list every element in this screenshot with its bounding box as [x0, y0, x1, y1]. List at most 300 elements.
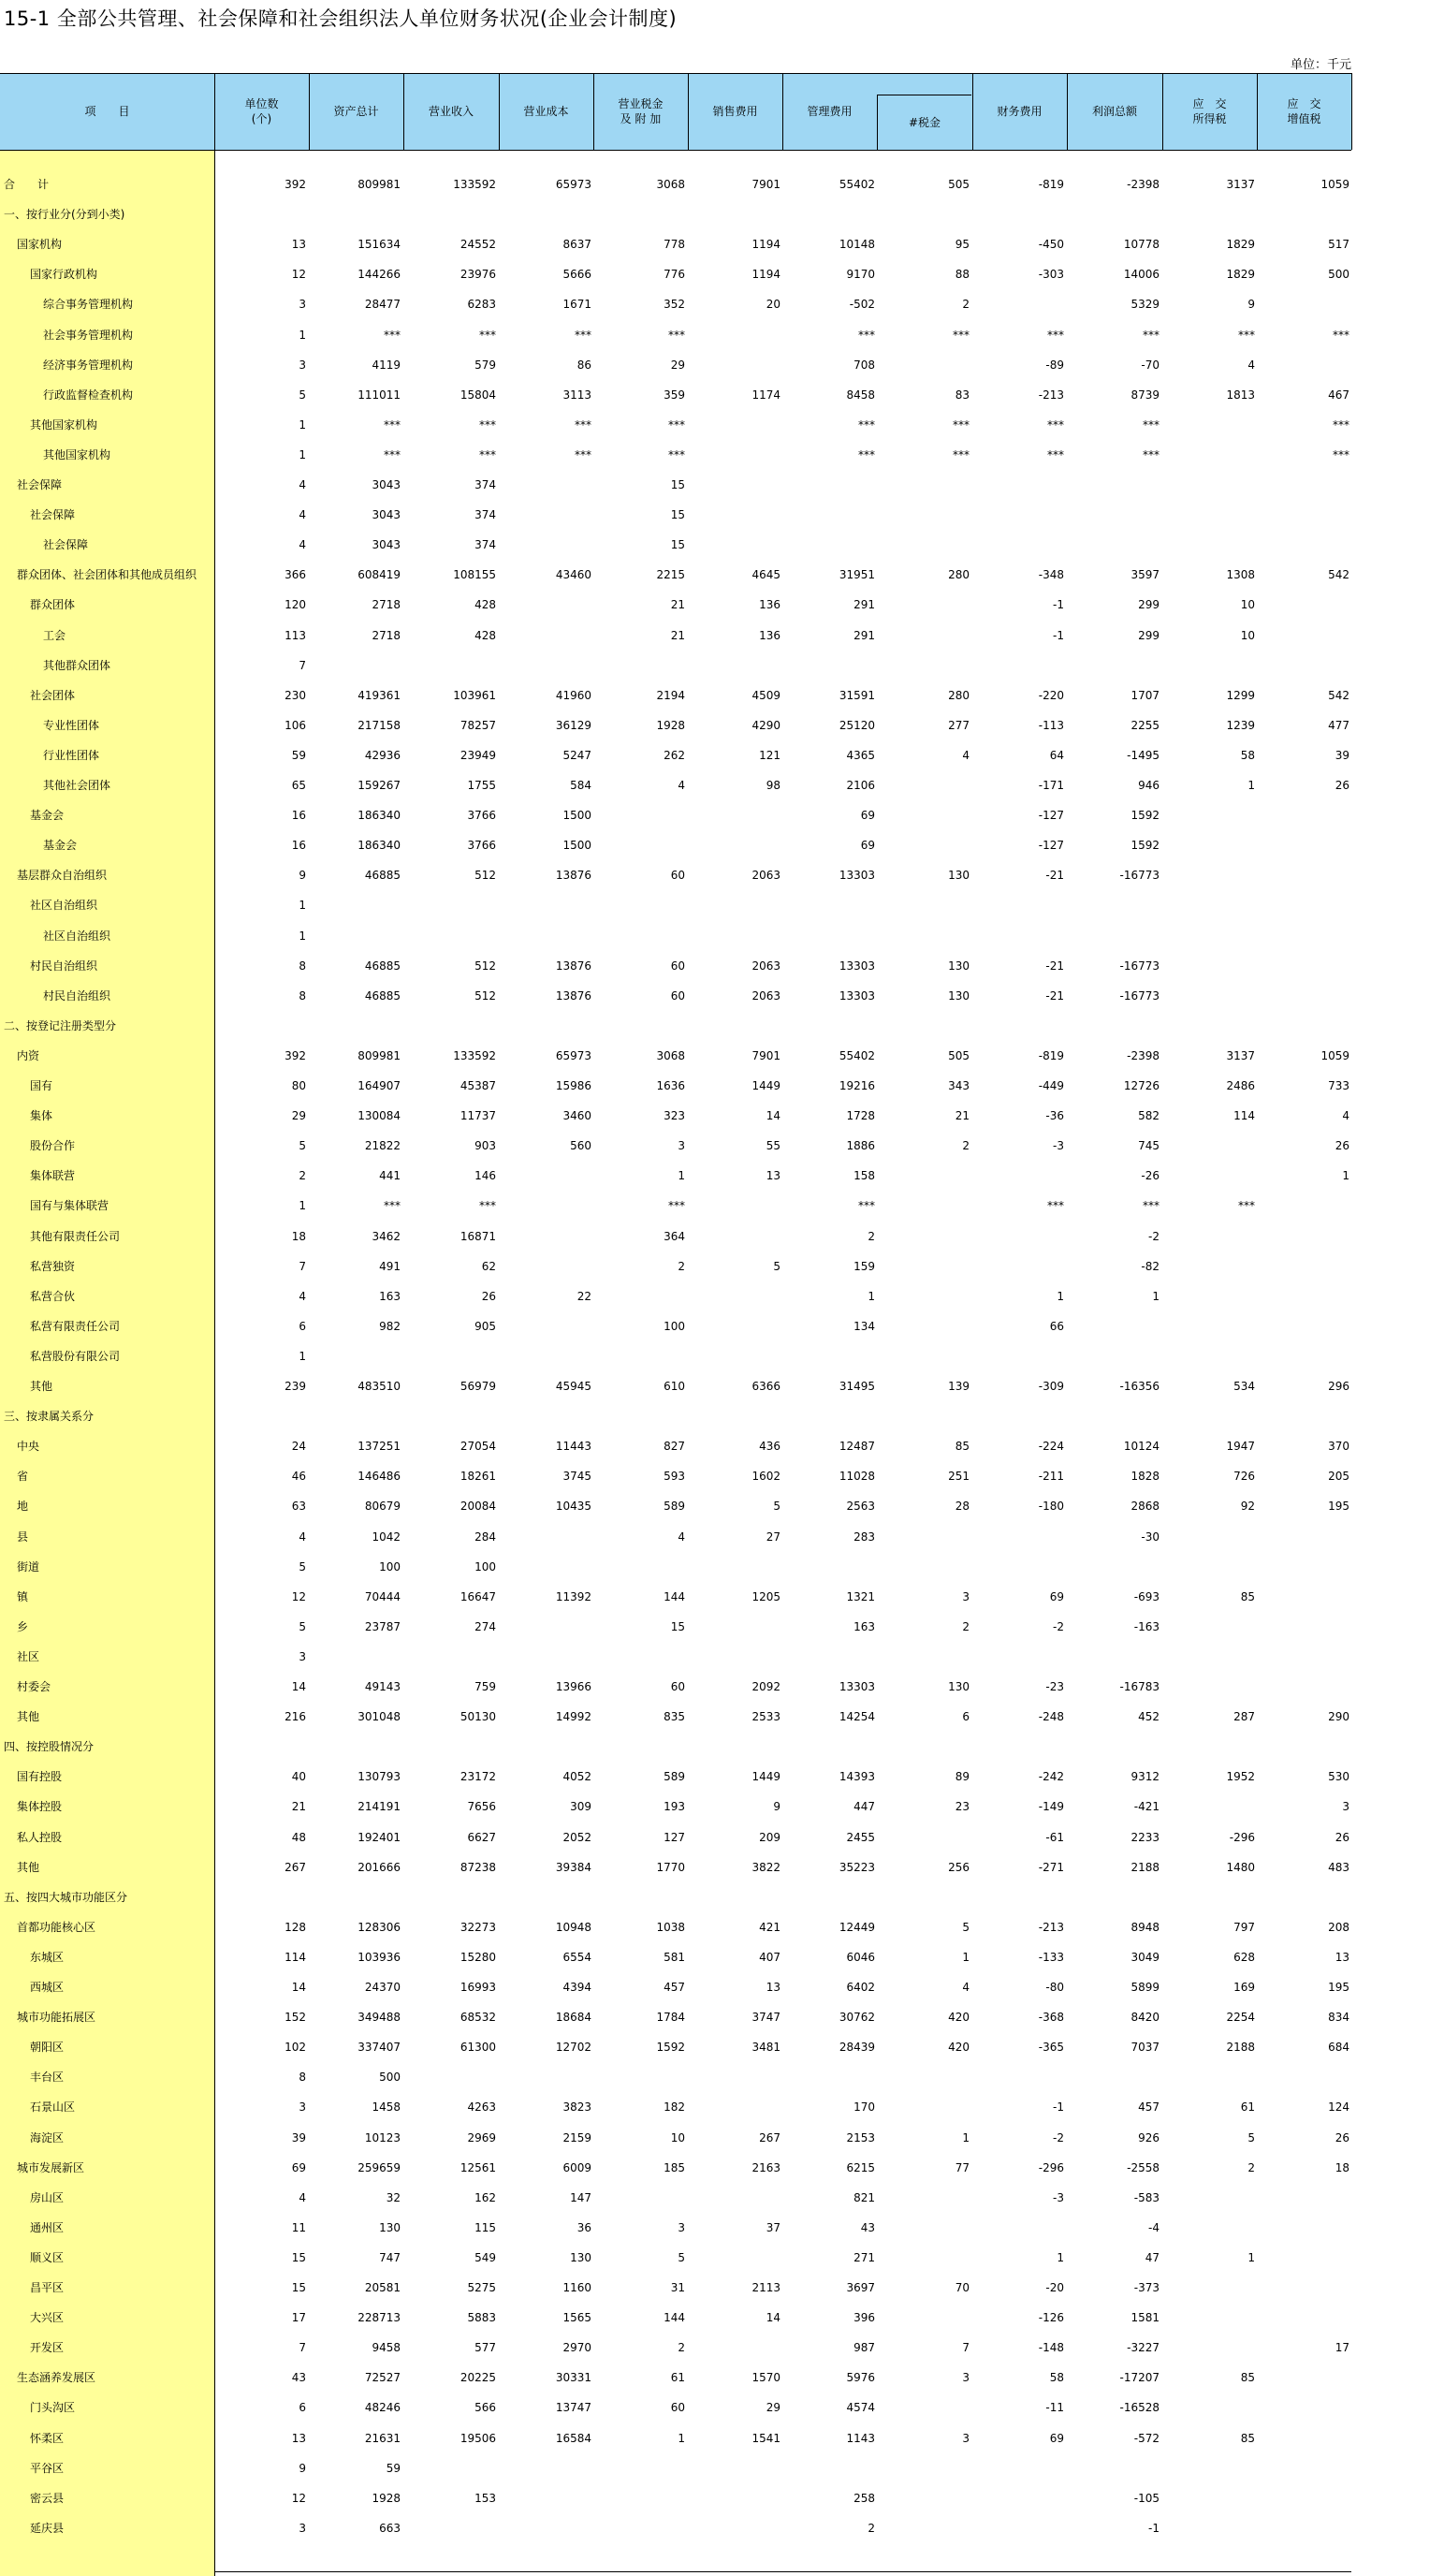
table-cell: 2106	[846, 779, 875, 792]
table-cell	[318, 1407, 401, 1426]
table-cell	[887, 1227, 970, 1246]
header-income-tax-payable: 应 交 所得税	[1192, 97, 1227, 125]
table-cell: 69	[860, 809, 875, 822]
table-cell: 457	[1138, 2100, 1160, 2114]
table-cell: 14	[291, 1981, 306, 1994]
table-cell: 1636	[656, 1079, 685, 1092]
table-cell: 7901	[751, 1049, 780, 1062]
table-cell: 441	[379, 1169, 401, 1182]
table-cell: 9312	[1130, 1770, 1160, 1783]
row-label: 私营合伙	[30, 1290, 76, 1303]
table-cell: 21822	[364, 1139, 401, 1152]
table-cell: ***	[479, 448, 496, 461]
table-cell: -21	[1045, 959, 1064, 973]
table-cell: 10	[1240, 629, 1255, 642]
table-cell	[887, 356, 970, 374]
table-cell: 1160	[562, 2281, 591, 2294]
table-cell: 27	[766, 1530, 780, 1544]
table-cell: 13	[291, 238, 306, 251]
table-cell	[698, 2489, 780, 2508]
table-cell: 2159	[562, 2131, 591, 2144]
table-cell	[1173, 2489, 1255, 2508]
table-cell: 144	[664, 1590, 685, 1603]
row-label: 群众团体	[30, 598, 76, 611]
table-cell	[1267, 2398, 1349, 2417]
table-cell: 6554	[562, 1951, 591, 1964]
row-label: 国家行政机构	[30, 268, 98, 281]
table-cell: 61	[670, 2371, 685, 2384]
table-cell: 15	[291, 2251, 306, 2264]
table-cell	[603, 1347, 685, 1366]
row-label: 丰台区	[30, 2071, 65, 2084]
table-cell: 1	[299, 929, 306, 943]
table-cell: 359	[664, 388, 685, 402]
row-label: 其他	[17, 1861, 40, 1874]
table-cell: 144	[664, 2311, 685, 2324]
table-cell: 64	[1049, 749, 1064, 762]
table-cell: 7	[299, 2341, 306, 2354]
row-label: 经济事务管理机构	[43, 359, 134, 372]
table-cell: -450	[1038, 238, 1064, 251]
row-label: 村民自治组织	[30, 959, 98, 973]
row-label: 私营股份有限公司	[30, 1350, 121, 1363]
table-cell: 6009	[562, 2161, 591, 2174]
table-cell: 1458	[372, 2100, 401, 2114]
table-cell: ***	[953, 329, 970, 342]
table-cell: 296	[1328, 1380, 1349, 1393]
table-cell	[603, 656, 685, 675]
table-cell: 230	[284, 689, 306, 702]
table-cell: 14	[291, 1680, 306, 1693]
table-cell: 2052	[562, 1831, 591, 1844]
table-cell: 130084	[357, 1109, 401, 1122]
table-cell: 1784	[656, 2011, 685, 2024]
table-cell	[1077, 535, 1160, 554]
table-cell: 420	[948, 2041, 970, 2054]
table-cell	[1267, 957, 1349, 975]
table-cell	[698, 1407, 780, 1426]
table-cell: 3	[299, 2100, 306, 2114]
table-cell: 589	[664, 1500, 685, 1513]
table-cell	[1173, 957, 1255, 975]
table-cell	[1173, 416, 1255, 434]
table-cell	[793, 896, 875, 915]
table-cell: 3113	[562, 388, 591, 402]
table-cell	[887, 1528, 970, 1546]
table-cell	[793, 927, 875, 945]
table-cell	[887, 1558, 970, 1576]
table-cell	[1173, 1558, 1255, 1576]
table-cell	[603, 1407, 685, 1426]
table-cell	[982, 1227, 1064, 1246]
table-cell: 14	[766, 1109, 780, 1122]
table-cell: 549	[474, 2251, 496, 2264]
table-cell: -303	[1038, 268, 1064, 281]
table-cell: 323	[664, 1109, 685, 1122]
row-label: 二、按登记注册类型分	[4, 1019, 117, 1032]
table-cell: 10123	[364, 2131, 401, 2144]
table-cell	[603, 1558, 685, 1576]
table-cell	[887, 1317, 970, 1336]
table-cell: 40	[291, 1770, 306, 1783]
table-cell	[982, 656, 1064, 675]
table-cell: ***	[1047, 418, 1064, 432]
table-cell: 610	[664, 1380, 685, 1393]
table-cell: 13303	[839, 959, 875, 973]
row-label: 省	[17, 1470, 29, 1483]
table-cell: 46885	[364, 989, 401, 1003]
table-cell: 139	[948, 1380, 970, 1393]
table-cell: 6215	[846, 2161, 875, 2174]
table-cell: 8458	[846, 388, 875, 402]
table-cell: 14006	[1123, 268, 1160, 281]
table-cell: 20	[766, 298, 780, 311]
table-cell	[509, 595, 591, 614]
table-cell: 193	[664, 1800, 685, 1813]
table-cell: -82	[1141, 1260, 1160, 1273]
table-cell: 19216	[839, 1079, 875, 1092]
table-cell: -211	[1038, 1470, 1064, 1483]
table-cell: 13876	[555, 869, 591, 882]
table-cell	[1267, 866, 1349, 885]
table-cell: 1886	[846, 1139, 875, 1152]
table-cell: 982	[379, 1320, 401, 1333]
table-cell: -171	[1038, 779, 1064, 792]
table-cell: 13303	[839, 869, 875, 882]
table-cell	[698, 535, 780, 554]
table-cell: ***	[384, 448, 401, 461]
table-cell: 582	[1138, 1109, 1160, 1122]
table-cell: 2533	[751, 1710, 780, 1723]
table-cell: 100	[379, 1560, 401, 1573]
row-label: 社会保障	[30, 508, 76, 521]
table-cell: 2194	[656, 689, 685, 702]
table-cell: 3823	[562, 2100, 591, 2114]
table-cell: 1947	[1226, 1440, 1255, 1453]
table-cell: 1829	[1226, 238, 1255, 251]
table-cell	[1267, 535, 1349, 554]
table-cell	[318, 1347, 401, 1366]
table-cell	[698, 1647, 780, 1666]
table-cell: 283	[853, 1530, 875, 1544]
table-cell: 452	[1138, 1710, 1160, 1723]
table-cell: 111011	[357, 388, 401, 402]
table-cell: 2153	[846, 2131, 875, 2144]
table-cell: 3	[962, 2371, 970, 2384]
table-cell: 159	[853, 1260, 875, 1273]
row-label: 昌平区	[30, 2281, 65, 2294]
table-cell	[793, 1407, 875, 1426]
table-cell	[1267, 1287, 1349, 1306]
table-cell: 46885	[364, 869, 401, 882]
table-cell: 137251	[357, 1440, 401, 1453]
table-cell: 436	[759, 1440, 780, 1453]
table-cell: ***	[1238, 329, 1255, 342]
table-cell: 534	[1233, 1380, 1255, 1393]
table-cell: 2	[678, 1260, 685, 1273]
table-cell: 20581	[364, 2281, 401, 2294]
table-cell: 130	[948, 1680, 970, 1693]
table-cell: -224	[1038, 1440, 1064, 1453]
table-cell: 3	[1342, 1800, 1349, 1813]
table-cell: 3137	[1226, 1049, 1255, 1062]
table-cell	[414, 896, 496, 915]
table-cell	[1173, 1347, 1255, 1366]
table-cell	[509, 2068, 591, 2086]
table-cell: 15280	[459, 1951, 496, 1964]
table-cell: ***	[668, 418, 685, 432]
table-cell	[1173, 1136, 1255, 1155]
table-cell: 1239	[1226, 719, 1255, 732]
table-cell	[793, 505, 875, 524]
table-cell: 1952	[1226, 1770, 1255, 1783]
table-cell: 15804	[459, 388, 496, 402]
table-cell	[1077, 1888, 1160, 1907]
table-cell: 776	[664, 268, 685, 281]
table-cell: 15986	[555, 1079, 591, 1092]
table-cell: -2398	[1127, 1049, 1160, 1062]
table-cell	[1173, 1227, 1255, 1246]
table-cell	[1267, 295, 1349, 314]
table-cell: 10435	[555, 1500, 591, 1513]
table-cell	[1267, 476, 1349, 494]
table-cell: 4574	[846, 2401, 875, 2414]
table-cell	[1267, 595, 1349, 614]
row-label: 行业性团体	[43, 749, 100, 762]
table-cell: 797	[1233, 1921, 1255, 1934]
table-cell	[1267, 1347, 1349, 1366]
table-cell: 6402	[846, 1981, 875, 1994]
table-cell	[603, 1017, 685, 1035]
table-cell: 593	[664, 1470, 685, 1483]
table-cell: -213	[1038, 388, 1064, 402]
table-cell: 267	[759, 2131, 780, 2144]
table-cell	[698, 1287, 780, 1306]
table-cell: 370	[1328, 1440, 1349, 1453]
table-cell: 1042	[372, 1530, 401, 1544]
table-cell	[603, 205, 685, 224]
table-cell: 78257	[459, 719, 496, 732]
table-cell: 2718	[372, 629, 401, 642]
table-cell: 68532	[459, 2011, 496, 2024]
table-cell: 32273	[459, 1921, 496, 1934]
table-cell: 69	[1049, 2432, 1064, 2445]
table-cell	[793, 1888, 875, 1907]
table-cell: 4	[678, 1530, 685, 1544]
table-cell: ***	[575, 418, 591, 432]
table-cell: 92	[1240, 1500, 1255, 1513]
table-cell: 2486	[1226, 1079, 1255, 1092]
table-cell	[887, 2218, 970, 2237]
table-cell: 5	[299, 1560, 306, 1573]
table-cell: 4	[962, 749, 970, 762]
table-cell: 301048	[357, 1710, 401, 1723]
table-cell	[509, 2459, 591, 2478]
table-cell: 31951	[839, 568, 875, 581]
table-cell	[603, 2519, 685, 2538]
table-cell: 2163	[751, 2161, 780, 2174]
table-cell: 13	[766, 1169, 780, 1182]
table-cell	[1267, 836, 1349, 855]
table-cell: 277	[948, 719, 970, 732]
table-cell: 23172	[459, 1770, 496, 1783]
table-cell: 299	[1138, 598, 1160, 611]
row-label: 社会团体	[30, 689, 76, 702]
table-cell	[1173, 836, 1255, 855]
table-cell	[1077, 2068, 1160, 2086]
table-cell: 374	[474, 508, 496, 521]
header-bottom-border	[0, 150, 1351, 151]
table-cell	[793, 656, 875, 675]
table-cell	[887, 476, 970, 494]
table-cell	[982, 1647, 1064, 1666]
row-label: 国有控股	[17, 1770, 63, 1783]
table-cell	[698, 1196, 780, 1215]
table-cell	[603, 1737, 685, 1756]
table-cell: 1	[1247, 779, 1255, 792]
table-cell	[982, 295, 1064, 314]
table-cell: 136	[759, 629, 780, 642]
table-cell: 4052	[562, 1770, 591, 1783]
table-cell: -2	[1053, 2131, 1064, 2144]
table-cell	[1173, 446, 1255, 464]
table-cell	[982, 205, 1064, 224]
table-cell: 195	[1328, 1500, 1349, 1513]
table-cell	[1173, 927, 1255, 945]
table-cell: 4	[1342, 1109, 1349, 1122]
row-label: 城市功能拓展区	[17, 2011, 96, 2024]
table-cell	[414, 205, 496, 224]
table-cell: 13966	[555, 1680, 591, 1693]
table-cell	[1173, 205, 1255, 224]
table-cell: 1500	[562, 809, 591, 822]
table-cell: 542	[1328, 689, 1349, 702]
table-cell: ***	[1047, 448, 1064, 461]
table-cell	[887, 595, 970, 614]
table-cell: 2969	[467, 2131, 496, 2144]
table-cell	[224, 1888, 306, 1907]
table-cell: 3766	[467, 809, 496, 822]
table-cell: 3	[678, 2221, 685, 2234]
table-cell: 291	[853, 598, 875, 611]
table-cell: ***	[1047, 329, 1064, 342]
table-cell: 419361	[357, 689, 401, 702]
row-label: 首都功能核心区	[17, 1921, 96, 1934]
table-cell: 130	[570, 2251, 591, 2264]
table-cell: 69	[291, 2161, 306, 2174]
table-cell: 8739	[1130, 388, 1160, 402]
table-cell: 1	[299, 899, 306, 912]
table-cell: 5666	[562, 268, 591, 281]
table-cell: 483	[1328, 1861, 1349, 1874]
table-cell	[318, 1888, 401, 1907]
row-label: 西城区	[30, 1981, 65, 1994]
table-cell	[1267, 806, 1349, 825]
table-cell	[1173, 1888, 1255, 1907]
table-cell: 130793	[357, 1770, 401, 1783]
header-total-assets: 资产总计	[333, 105, 379, 118]
table-cell	[509, 896, 591, 915]
row-label: 村民自治组织	[43, 989, 111, 1003]
table-cell: 4	[962, 1981, 970, 1994]
table-cell: 56979	[459, 1380, 496, 1393]
table-cell: -126	[1038, 2311, 1064, 2324]
table-cell: 12702	[555, 2041, 591, 2054]
table-cell: -36	[1045, 1109, 1064, 1122]
table-cell: 5	[773, 1260, 780, 1273]
table-cell	[509, 1888, 591, 1907]
table-cell: 2	[962, 1139, 970, 1152]
table-cell: 905	[474, 1320, 496, 1333]
table-cell: 23976	[459, 268, 496, 281]
table-cell: 43460	[555, 568, 591, 581]
row-label: 县	[17, 1530, 29, 1544]
table-cell	[1267, 356, 1349, 374]
row-label: 工会	[43, 629, 66, 642]
table-cell: -133	[1038, 1951, 1064, 1964]
table-cell: 13303	[839, 1680, 875, 1693]
table-cell: 1174	[751, 388, 780, 402]
table-cell: ***	[384, 1199, 401, 1212]
table-cell	[1077, 1647, 1160, 1666]
table-cell: 14	[766, 2311, 780, 2324]
table-cell: 15	[670, 478, 685, 491]
table-cell: ***	[479, 329, 496, 342]
row-label: 其他社会团体	[43, 779, 111, 792]
table-cell	[318, 1017, 401, 1035]
table-cell: 271	[853, 2251, 875, 2264]
table-cell: 24370	[364, 1981, 401, 1994]
table-cell	[318, 1737, 401, 1756]
table-cell	[982, 1528, 1064, 1546]
table-cell	[887, 1257, 970, 1276]
table-cell: 10	[1240, 598, 1255, 611]
table-cell: ***	[479, 418, 496, 432]
table-cell: 21	[670, 629, 685, 642]
table-cell: 8	[299, 2071, 306, 2084]
table-cell: 9	[773, 1800, 780, 1813]
table-cell	[1267, 2218, 1349, 2237]
table-cell: 55402	[839, 178, 875, 191]
table-cell: 146486	[357, 1470, 401, 1483]
table-cell: -2558	[1127, 2161, 1160, 2174]
table-cell: ***	[953, 418, 970, 432]
table-cell	[1267, 1647, 1349, 1666]
table-cell: 708	[853, 359, 875, 372]
table-cell: 10	[670, 2131, 685, 2144]
table-cell: 2	[678, 2341, 685, 2354]
table-cell	[698, 2098, 780, 2116]
row-label: 集体	[30, 1109, 53, 1122]
table-cell: 3481	[751, 2041, 780, 2054]
table-cell	[603, 1287, 685, 1306]
table-cell	[1267, 1317, 1349, 1336]
table-cell: 216	[284, 1710, 306, 1723]
table-cell: 745	[1138, 1139, 1160, 1152]
table-cell: 6283	[467, 298, 496, 311]
table-cell: 60	[670, 869, 685, 882]
table-cell: 584	[570, 779, 591, 792]
table-cell: 5	[299, 388, 306, 402]
table-cell	[1267, 2308, 1349, 2327]
table-cell: 30762	[839, 2011, 875, 2024]
table-cell: 36129	[555, 719, 591, 732]
table-cell: 144266	[357, 268, 401, 281]
table-cell: 28477	[364, 298, 401, 311]
table-cell: 7	[299, 1260, 306, 1273]
table-cell: -421	[1133, 1800, 1160, 1813]
table-cell: 21	[670, 598, 685, 611]
